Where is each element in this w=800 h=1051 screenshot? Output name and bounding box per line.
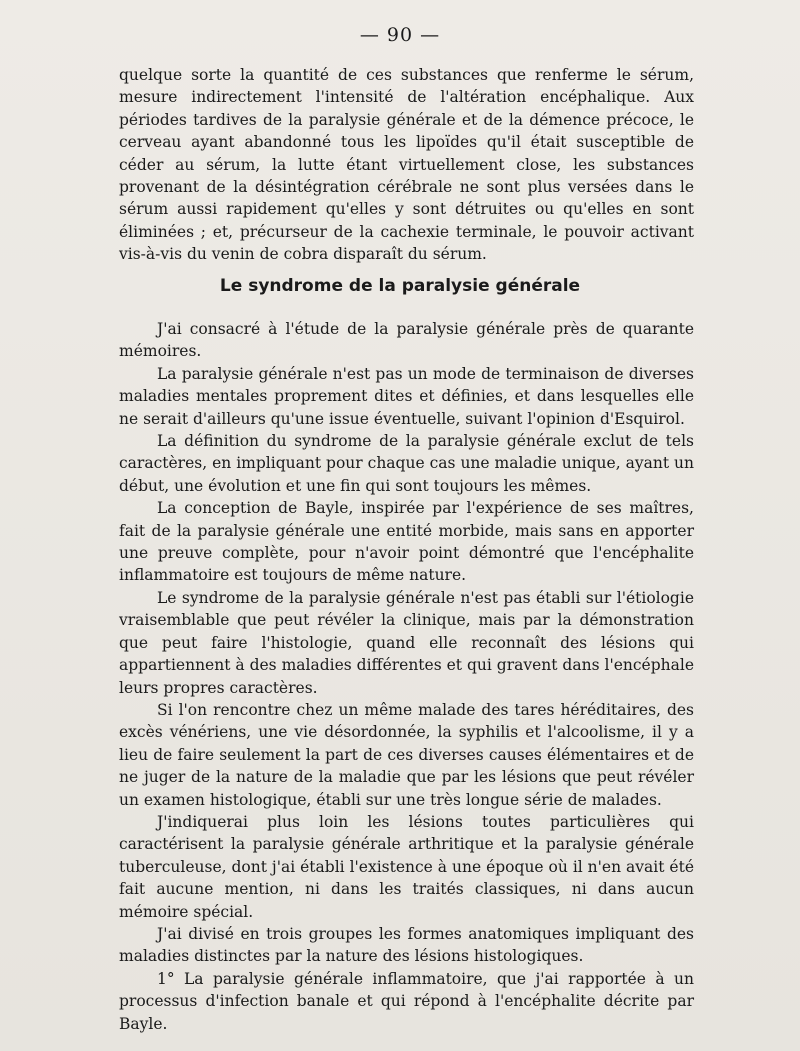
section-heading: Le syndrome de la paralysie générale: [219, 276, 581, 296]
main-text-block: [119, 318, 694, 1035]
paragraph: J'ai divisé en trois groupes les formes anatomiques impliquant des maladies distinctes par la nature des lésions histologiques.: [119, 924, 694, 966]
paragraph: J'indiquerai plus loin les lésions toutes particulières qui caractérisent la paralysie générale arthritique et la paralysie générale tuberculeuse, dont j'ai établi l'existence à une époque où il n'en avait été fait aucune mention, ni dans les traités classiques, ni dans aucun mémoire spécial.: [119, 812, 694, 921]
paragraph: 1° La paralysie générale inflammatoire, que j'ai rapportée à un processus d'infection banale et qui répond à l'encéphalite décrite par Bayle.: [119, 969, 694, 1033]
paragraph: Si l'on rencontre chez un même malade des tares héréditaires, des excès vénériens, une vie désordonnée, la syphilis et l'alcoolisme, il y a lieu de faire seulement la part de ces diverses causes élémentaires et de ne juger de la nature de la maladie que par les lésions que peut révéler un examen histologique, établi sur une très longue série de malades.: [119, 700, 694, 809]
page-number: — 90 —: [359, 24, 441, 46]
paragraph: Le syndrome de la paralysie générale n'est pas établi sur l'étiologie vraisemblable que peut révéler la clinique, mais par la démonstration que peut faire l'histologie, quand elle reconnaît des lésions qui appartiennent à des maladies différentes et qui gravent dans l'encéphale leurs propres caractères.: [119, 588, 694, 697]
paragraph: La définition du syndrome de la paralysie générale exclut de tels caractères, en impliquant pour chaque cas une maladie unique, ayant un début, une évolution et une fin qui sont toujours les mêmes.: [119, 432, 694, 495]
paragraph: J'ai consacré à l'étude de la paralysie générale près de quarante mémoires.: [119, 320, 694, 361]
top-paragraph: quelque sorte la quantité de ces substances que renferme le sérum, mesure indirectement l'intensité de l'altération encéphalique. Aux périodes tardives de la paralysie générale et de la démence précoce, le cerveau ayant abandonné tous les lipoïdes qu'il était susceptible de céder au sérum, la lutte étant virtuellement close, les substances provenant de la désintégration cérébrale ne sont plus versées dans le sérum aussi rapidement qu'elles y sont détruites ou qu'elles en sont éliminées ; et, précurseur de la cachexie terminale, le pouvoir activant vis-à-vis du venin de cobra disparaît du sérum.: [119, 66, 694, 264]
paragraph: La conception de Bayle, inspirée par l'expérience de ses maîtres, fait de la paralysie générale une entité morbide, mais sans en apporter une preuve complète, pour n'avoir point démontré que l'encéphalite inflammatoire est toujours de même nature.: [119, 499, 694, 585]
top-text-block: [119, 64, 694, 266]
paragraph: La paralysie générale n'est pas un mode de terminaison de diverses maladies mentales proprement dites et définies, et dans lesquelles elle ne serait d'ailleurs qu'une issue éventuelle, suivant l'opinion d'Esquirol.: [119, 364, 694, 428]
